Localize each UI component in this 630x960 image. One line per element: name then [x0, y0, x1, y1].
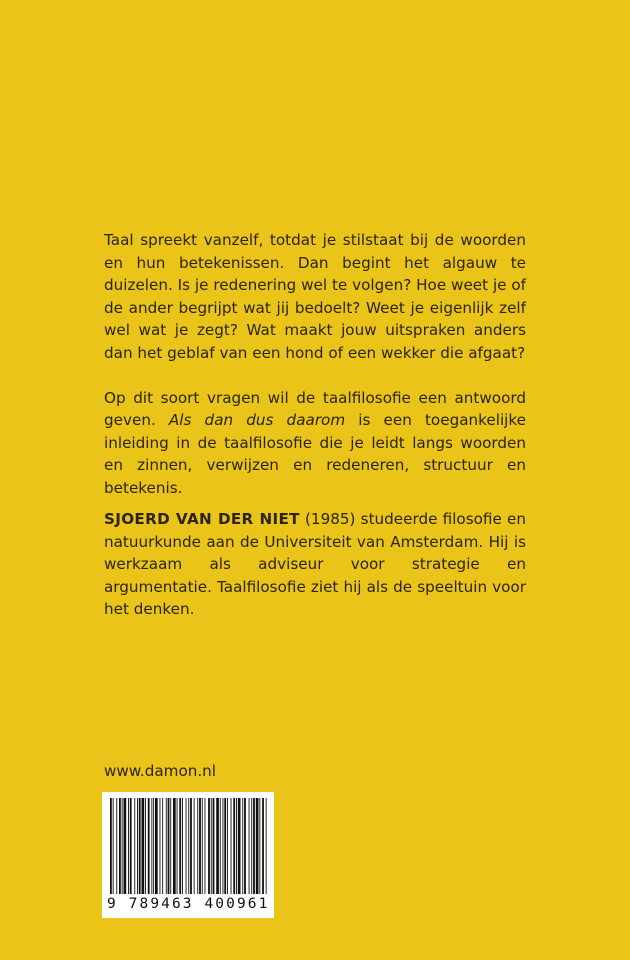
blurb-paragraph-1: Taal spreekt vanzelf, totdat je stilstaat bij de woorden en hun betekenissen. Dan begint het algauw te duizelen. Is je redenering wel te volgen? Hoe weet je of de ander begrijpt wat jij bedoelt? Weet je eigenlijk zelf wel wat je zegt? Wat maakt jouw uitspraken anders dan het geblaf van een hond of een wekker die afgaat?	[104, 231, 526, 362]
barcode-bar	[145, 798, 146, 894]
barcode-bar	[139, 798, 141, 894]
barcode-bar	[153, 798, 154, 894]
barcode-bar	[124, 798, 127, 894]
barcode-bar	[242, 798, 243, 894]
barcode-bar	[231, 798, 232, 894]
publisher-website[interactable]: www.damon.nl	[104, 762, 217, 780]
barcode-bar	[177, 798, 178, 894]
barcode-bar	[182, 798, 183, 894]
barcode-bar	[113, 798, 114, 894]
barcode-bar	[119, 798, 121, 894]
barcode-bar	[122, 798, 123, 894]
barcode	[102, 792, 274, 918]
barcode-bar	[199, 798, 201, 894]
barcode-bar	[162, 798, 163, 894]
barcode-bar	[160, 798, 161, 894]
barcode-bar	[202, 798, 203, 894]
barcode-bar	[266, 798, 267, 894]
barcode-bar	[116, 798, 117, 894]
barcode-bar	[166, 798, 167, 894]
barcode-bar	[224, 798, 226, 894]
blurb-p2-end: is een toegankelijke inleiding in de taalfilosofie die je leidt langs woorden en zinnen, verwijzen en redeneren, structuur en betekenis.	[104, 411, 526, 497]
back-cover-blurb	[104, 229, 526, 500]
barcode-bar	[259, 798, 260, 894]
barcode-bar	[142, 798, 145, 894]
barcode-bar	[233, 798, 235, 894]
author-bio-text: (1985) studeerde filosofie en natuurkunde aan de Universiteit van Amsterdam. Hij is werkzaam als adviseur voor strategie en argumentatie. Taalfilosofie ziet hij als de speeltuin voor het denken.	[104, 510, 527, 619]
author-name: SJOERD VAN DER NIET	[104, 510, 300, 528]
barcode-bar	[238, 798, 241, 894]
barcode-bar	[256, 798, 259, 894]
barcode-bar	[262, 798, 264, 894]
barcode-bar	[137, 798, 138, 894]
barcode-bar	[208, 798, 210, 894]
barcode-bar	[216, 798, 219, 894]
barcode-bar	[253, 798, 255, 894]
barcode-bar	[179, 798, 181, 894]
barcode-bar	[130, 798, 132, 894]
barcode-bar	[186, 798, 187, 894]
barcode-bar	[155, 798, 158, 894]
barcode-bar	[227, 798, 228, 894]
book-title-italic: Als dan dus daarom	[168, 411, 346, 430]
blurb-p2-start: Op dit soort vragen wil de taalfilosofie een antwoord geven.	[104, 388, 526, 430]
barcode-bar	[134, 798, 135, 894]
barcode-bar	[236, 798, 237, 894]
blurb-paragraph-2	[104, 387, 526, 500]
barcode-bar	[194, 798, 195, 894]
barcode-bar	[110, 798, 112, 894]
barcode-bar	[205, 798, 206, 894]
barcode-bar	[173, 798, 176, 894]
barcode-bar	[128, 798, 129, 894]
barcode-bar	[170, 798, 171, 894]
barcode-bar	[249, 798, 250, 894]
barcode-bar	[223, 798, 224, 894]
barcode-bar	[188, 798, 189, 894]
barcode-bar	[190, 798, 192, 894]
barcode-bar	[244, 798, 246, 894]
barcode-bar	[213, 798, 215, 894]
barcode-bar	[251, 798, 252, 894]
author-bio	[104, 508, 526, 621]
barcode-bar	[148, 798, 150, 894]
barcode-bar	[220, 798, 221, 894]
barcode-bar	[197, 798, 198, 894]
isbn-number: 9 789463 400961	[107, 896, 270, 912]
barcode-bars	[109, 798, 267, 894]
barcode-bar	[151, 798, 152, 894]
barcode-bar	[211, 798, 212, 894]
barcode-bar	[168, 798, 170, 894]
